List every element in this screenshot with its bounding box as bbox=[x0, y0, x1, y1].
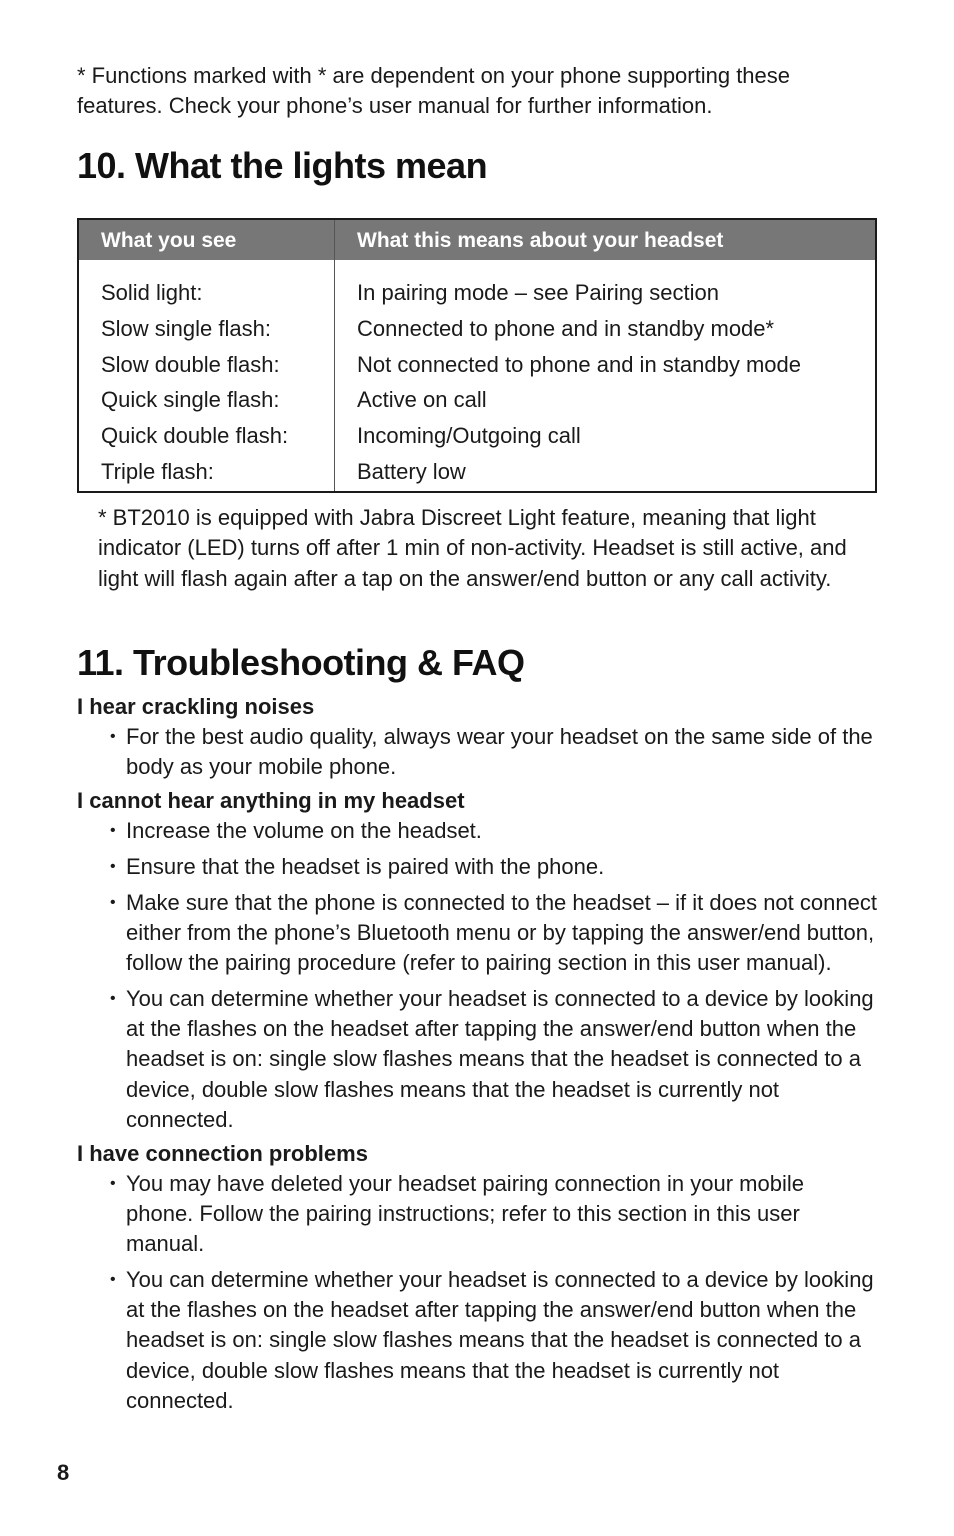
column-header-what-you-see: What you see bbox=[101, 229, 237, 252]
light-meaning: In pairing mode – see Pairing section bbox=[357, 280, 719, 305]
light-pattern: Triple flash: bbox=[101, 458, 214, 484]
bullet-icon: • bbox=[110, 822, 116, 840]
lights-section-heading: 10. What the lights mean bbox=[77, 145, 488, 186]
faq-answer-item bbox=[77, 722, 877, 782]
faq-answer-text: You may have deleted your headset pairing connection in your mobile phone. Follow the pairing instructions; refer to this section in this user manual. bbox=[126, 1170, 804, 1257]
light-pattern: Slow double flash: bbox=[101, 351, 280, 377]
faq-answer-item bbox=[77, 816, 877, 846]
light-pattern: Slow single flash: bbox=[101, 315, 271, 341]
faq-answer-text: Make sure that the phone is connected to the headset – if it does not connect either from the phone’s Bluetooth menu or by tapping the answer/end button, follow the pairing procedure (refer to pairing section in this user manual). bbox=[126, 889, 877, 976]
faq-answer-item bbox=[77, 1169, 877, 1260]
faq-question: I hear crackling noises bbox=[77, 694, 315, 719]
faq-answers bbox=[77, 722, 877, 782]
troubleshooting-section-heading: 11. Troubleshooting & FAQ bbox=[77, 642, 525, 683]
light-meaning: Incoming/Outgoing call bbox=[357, 423, 581, 449]
faq-answer-text: For the best audio quality, always wear your headset on the same side of the body as your mobile phone. bbox=[126, 724, 873, 780]
faq-answers bbox=[77, 1169, 877, 1416]
faq-list bbox=[77, 692, 877, 1420]
light-meaning: Battery low bbox=[357, 458, 466, 484]
lights-table bbox=[77, 218, 877, 493]
page-number: 8 bbox=[57, 1460, 70, 1485]
light-meaning: Active on call bbox=[357, 387, 487, 413]
discreet-light-footnote: * BT2010 is equipped with Jabra Discreet Light feature, meaning that light indicator (LED) turns off after 1 min of non-activity. Headset is still active, and light will flash again after a tap on the answer/end button or any call activity. bbox=[98, 505, 847, 591]
faq-answers bbox=[77, 816, 877, 1135]
faq-answer-item bbox=[77, 888, 877, 979]
faq-question: I have connection problems bbox=[77, 1140, 368, 1166]
light-pattern: Quick single flash: bbox=[101, 387, 280, 413]
faq-answer-item bbox=[77, 1265, 877, 1416]
faq-answer-text: You can determine whether your headset is connected to a device by looking at the flashes on the headset after tapping the answer/end button when the headset is on: single slow flashes means that the headset is connected to a device, double slow flashes means that the headset is currently not connected. bbox=[126, 985, 874, 1132]
faq-section-crackling bbox=[77, 692, 877, 782]
bullet-icon: • bbox=[110, 989, 116, 1007]
faq-answer-text: Increase the volume on the headset. bbox=[126, 818, 482, 844]
light-meaning-column bbox=[357, 275, 801, 490]
lights-table-header bbox=[79, 220, 875, 260]
bullet-icon: • bbox=[110, 728, 116, 745]
light-pattern: Solid light: bbox=[101, 280, 203, 305]
light-pattern: Quick double flash: bbox=[101, 423, 289, 449]
column-header-what-this-means: What this means about your headset bbox=[357, 229, 724, 252]
column-divider bbox=[334, 220, 335, 491]
faq-answer-text: Ensure that the headset is paired with the phone. bbox=[126, 854, 605, 880]
faq-question: I cannot hear anything in my headset bbox=[77, 788, 465, 814]
bullet-icon: • bbox=[110, 1174, 116, 1192]
light-meaning: Connected to phone and in standby mode* bbox=[357, 315, 775, 341]
faq-answer-item bbox=[77, 984, 877, 1135]
light-meaning: Not connected to phone and in standby mode bbox=[357, 351, 801, 377]
bullet-icon: • bbox=[110, 893, 116, 911]
light-pattern-column bbox=[101, 275, 288, 490]
bullet-icon: • bbox=[110, 1271, 116, 1289]
faq-answer-text: You can determine whether your headset is connected to a device by looking at the flashes on the headset after tapping the answer/end button when the headset is on: single slow flashes means that the headset is connected to a device, double slow flashes means that the headset is currently not connected. bbox=[126, 1267, 874, 1413]
functions-footnote: * Functions marked with * are dependent on your phone supporting these features. Check your phone’s user manual for further information. bbox=[77, 63, 791, 118]
bullet-icon: • bbox=[110, 858, 116, 876]
faq-section-no-sound bbox=[77, 786, 877, 1135]
faq-section-connection bbox=[77, 1139, 877, 1416]
faq-answer-item bbox=[77, 852, 877, 882]
